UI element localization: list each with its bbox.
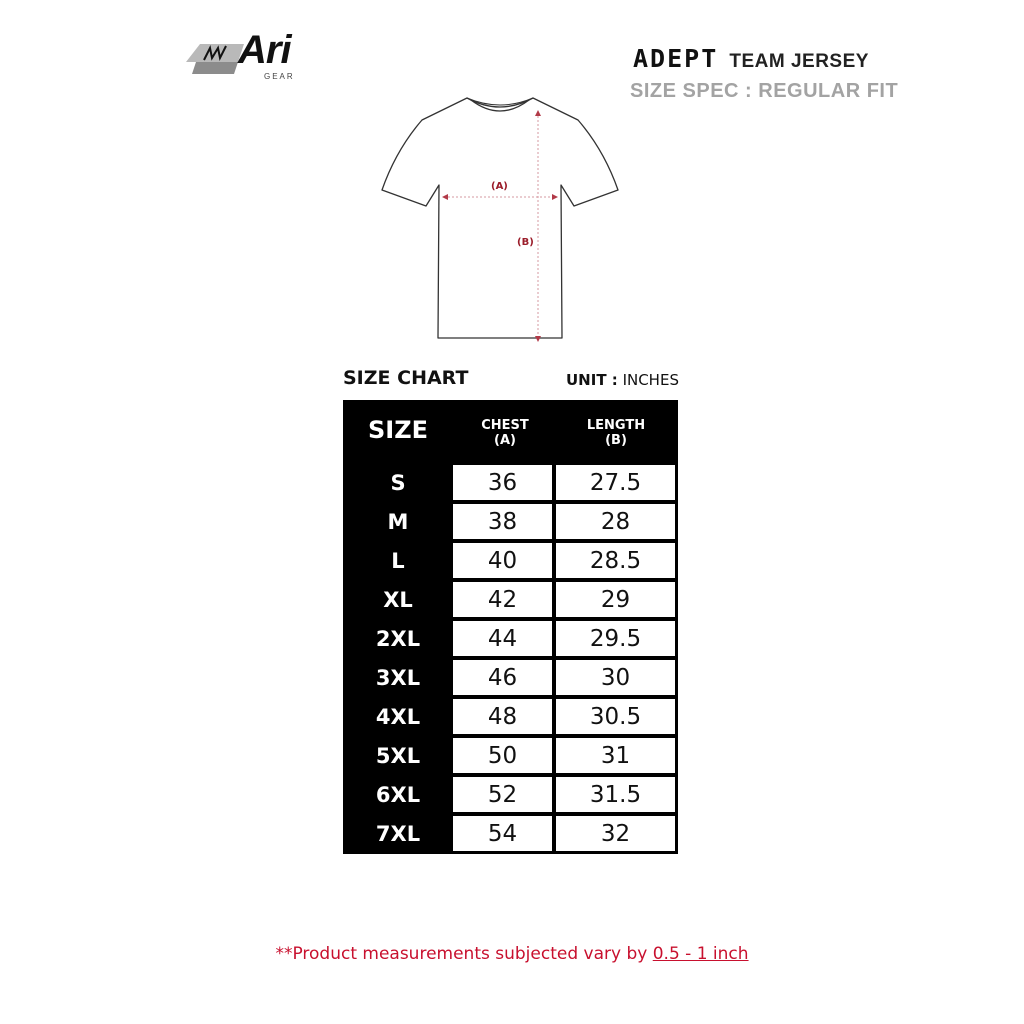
table-row <box>343 464 678 503</box>
measurement-note <box>0 944 1024 964</box>
table-row <box>343 542 678 581</box>
unit-value: INCHES <box>622 371 679 389</box>
length-value: 29 <box>556 582 675 617</box>
table-row <box>343 815 678 854</box>
table-row <box>343 581 678 620</box>
product-heading <box>633 44 869 73</box>
table-row <box>343 659 678 698</box>
size-spec: SIZE SPEC : REGULAR FIT <box>630 80 899 102</box>
size-label: L <box>391 549 405 573</box>
shirt-diagram <box>370 90 630 352</box>
column-header-chest-code: (A) <box>494 433 516 448</box>
chest-value: 42 <box>453 582 552 617</box>
length-value: 28 <box>556 504 675 539</box>
size-label: 5XL <box>375 744 421 768</box>
column-header-length-label: LENGTH <box>586 418 646 433</box>
chest-value: 50 <box>453 738 552 773</box>
column-header-length-code: (B) <box>605 433 627 448</box>
chest-value: 38 <box>453 504 552 539</box>
size-label: 2XL <box>375 627 421 651</box>
chest-value: 36 <box>453 465 552 500</box>
size-label: M <box>387 510 409 534</box>
measurement-note-range: 0.5 - 1 inch <box>652 944 749 964</box>
logo-wordmark: Ari <box>238 28 291 72</box>
product-subtitle: TEAM JERSEY <box>729 51 869 72</box>
chest-value: 52 <box>453 777 552 812</box>
measurement-note-text: **Product measurements subjected vary by <box>275 944 653 964</box>
table-row <box>343 698 678 737</box>
column-header-size: SIZE <box>367 416 428 444</box>
size-label: 6XL <box>375 783 421 807</box>
chest-value: 40 <box>453 543 552 578</box>
size-label: XL <box>383 588 413 612</box>
size-label: 3XL <box>375 666 421 690</box>
size-label: 4XL <box>375 705 421 729</box>
unit-label <box>566 371 679 389</box>
length-value: 30 <box>556 660 675 695</box>
brand-logo <box>186 28 316 81</box>
chest-value: 54 <box>453 816 552 851</box>
chest-value: 46 <box>453 660 552 695</box>
length-value: 28.5 <box>556 543 675 578</box>
size-table-body <box>343 464 678 854</box>
size-table <box>343 400 678 854</box>
column-header-length <box>555 418 677 448</box>
column-header-chest <box>453 418 557 448</box>
product-name: ADEPT <box>633 44 719 73</box>
size-chart-title: SIZE CHART <box>343 367 469 389</box>
label-length: (B) <box>517 237 534 248</box>
length-value: 31.5 <box>556 777 675 812</box>
column-header-chest-label: CHEST <box>481 418 529 433</box>
length-value: 29.5 <box>556 621 675 656</box>
length-value: 27.5 <box>556 465 675 500</box>
length-value: 30.5 <box>556 699 675 734</box>
label-chest: (A) <box>491 181 508 192</box>
unit-key: UNIT : <box>566 371 618 389</box>
table-row <box>343 776 678 815</box>
logo-mark-icon <box>186 44 244 74</box>
length-value: 32 <box>556 816 675 851</box>
table-row <box>343 620 678 659</box>
shirt-outline <box>382 98 618 338</box>
chest-value: 48 <box>453 699 552 734</box>
chest-value: 44 <box>453 621 552 656</box>
measure-length-arrow-bottom-icon <box>535 336 541 342</box>
size-label: S <box>390 471 406 495</box>
length-value: 31 <box>556 738 675 773</box>
size-label: 7XL <box>375 822 421 846</box>
logo-subtitle: GEAR <box>264 72 295 81</box>
table-row <box>343 737 678 776</box>
table-row <box>343 503 678 542</box>
